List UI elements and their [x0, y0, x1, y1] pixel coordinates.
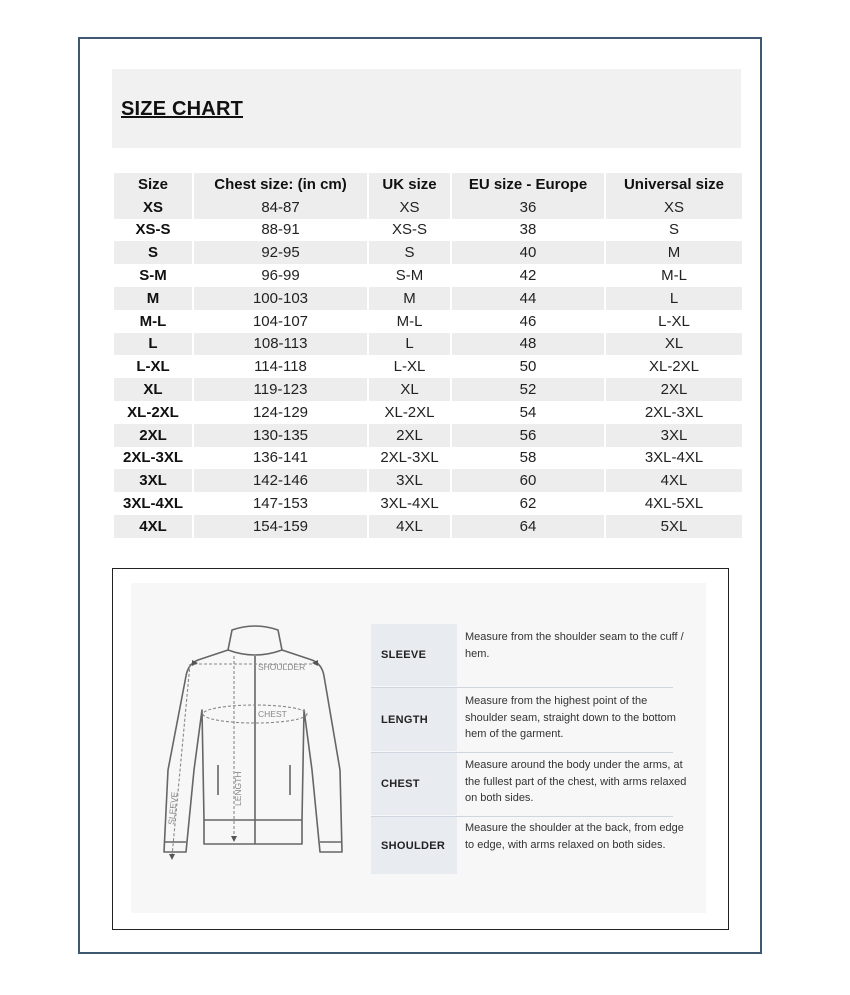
table-cell: 42	[451, 264, 605, 287]
desc-length: Measure from the highest point of the shoulder seam, straight down to the bottom hem of the garment.	[465, 695, 676, 740]
table-cell: 108-113	[193, 333, 368, 356]
table-cell: 2XL-3XL	[113, 447, 193, 470]
table-cell: 56	[451, 424, 605, 447]
table-row	[113, 241, 742, 264]
table-cell: 2XL	[605, 378, 742, 401]
table-row	[113, 264, 742, 287]
table-cell: 4XL-5XL	[605, 492, 742, 515]
term-length: LENGTH	[371, 688, 457, 751]
table-cell: S-M	[368, 264, 451, 287]
table-cell: M	[605, 241, 742, 264]
desc-sleeve: Measure from the shoulder seam to the cuff / hem.	[465, 631, 684, 660]
table-cell: M	[113, 287, 193, 310]
table-cell: 147-153	[193, 492, 368, 515]
table-cell: S	[605, 219, 742, 242]
table-cell: XL-2XL	[368, 401, 451, 424]
page-title: SIZE CHART	[121, 98, 243, 120]
table-cell: 3XL	[605, 424, 742, 447]
table-cell: 64	[451, 515, 605, 538]
table-cell: L	[113, 333, 193, 356]
table-cell: 100-103	[193, 287, 368, 310]
table-cell: XL-2XL	[605, 355, 742, 378]
jacket-label-chest: CHEST	[258, 709, 287, 719]
header-chest: Chest size: (in cm)	[193, 173, 368, 196]
table-cell: XL-2XL	[113, 401, 193, 424]
table-row	[113, 424, 742, 447]
header-universal: Universal size	[605, 173, 742, 196]
table-cell: 154-159	[193, 515, 368, 538]
table-cell: XL	[368, 378, 451, 401]
term-sleeve: SLEEVE	[371, 624, 457, 686]
table-row	[113, 196, 742, 219]
table-cell: XS-S	[368, 219, 451, 242]
table-cell: 2XL	[368, 424, 451, 447]
table-cell: 136-141	[193, 447, 368, 470]
table-cell: 3XL-4XL	[368, 492, 451, 515]
table-cell: 3XL-4XL	[605, 447, 742, 470]
term-chest: CHEST	[371, 753, 457, 815]
table-cell: 40	[451, 241, 605, 264]
table-cell: 96-99	[193, 264, 368, 287]
desc-shoulder: Measure the shoulder at the back, from edge to edge, with arms relaxed on both sides.	[465, 822, 684, 851]
table-cell: M-L	[605, 264, 742, 287]
header-eu: EU size - Europe	[451, 173, 605, 196]
table-cell: M-L	[368, 310, 451, 333]
table-cell: XL	[113, 378, 193, 401]
table-cell: L	[605, 287, 742, 310]
table-row	[113, 447, 742, 470]
table-cell: 130-135	[193, 424, 368, 447]
size-table	[112, 173, 742, 538]
table-cell: 114-118	[193, 355, 368, 378]
table-cell: 124-129	[193, 401, 368, 424]
table-row	[113, 333, 742, 356]
jacket-label-sleeve: SLEEVE	[166, 791, 180, 826]
table-row	[113, 401, 742, 424]
table-cell: 4XL	[113, 515, 193, 538]
jacket-label-shoulder: SHOULDER	[258, 662, 306, 672]
jacket-label-length: LENGTH	[233, 771, 243, 806]
table-row	[113, 287, 742, 310]
table-cell: XL	[605, 333, 742, 356]
table-cell: 92-95	[193, 241, 368, 264]
table-cell: 3XL	[368, 469, 451, 492]
table-row	[113, 492, 742, 515]
table-cell: L	[368, 333, 451, 356]
table-cell: L-XL	[368, 355, 451, 378]
table-cell: 142-146	[193, 469, 368, 492]
table-cell: 62	[451, 492, 605, 515]
table-cell: 4XL	[368, 515, 451, 538]
table-cell: 2XL	[113, 424, 193, 447]
jacket-illustration	[150, 620, 360, 870]
table-cell: XS	[113, 196, 193, 219]
table-row	[113, 515, 742, 538]
table-cell: 38	[451, 219, 605, 242]
table-cell: 52	[451, 378, 605, 401]
table-cell: 60	[451, 469, 605, 492]
table-cell: M-L	[113, 310, 193, 333]
table-cell: 2XL-3XL	[368, 447, 451, 470]
table-row	[113, 355, 742, 378]
table-cell: L-XL	[605, 310, 742, 333]
table-cell: XS	[605, 196, 742, 219]
table-header-row	[113, 173, 742, 196]
table-cell: 104-107	[193, 310, 368, 333]
table-cell: 84-87	[193, 196, 368, 219]
table-cell: M	[368, 287, 451, 310]
table-cell: 44	[451, 287, 605, 310]
table-cell: 36	[451, 196, 605, 219]
table-cell: 88-91	[193, 219, 368, 242]
table-cell: 50	[451, 355, 605, 378]
table-row	[113, 310, 742, 333]
header-size: Size	[113, 173, 193, 196]
table-cell: 48	[451, 333, 605, 356]
table-cell: 5XL	[605, 515, 742, 538]
table-cell: 46	[451, 310, 605, 333]
table-cell: S	[113, 241, 193, 264]
desc-chest: Measure around the body under the arms, at the fullest part of the chest, with arms relaxed on both sides.	[465, 759, 687, 804]
table-cell: XS	[368, 196, 451, 219]
term-shoulder: SHOULDER	[371, 817, 457, 874]
table-cell: 3XL	[113, 469, 193, 492]
table-cell: 54	[451, 401, 605, 424]
table-cell: S	[368, 241, 451, 264]
table-cell: S-M	[113, 264, 193, 287]
table-cell: 3XL-4XL	[113, 492, 193, 515]
table-row	[113, 378, 742, 401]
table-row	[113, 469, 742, 492]
table-cell: 2XL-3XL	[605, 401, 742, 424]
table-cell: XS-S	[113, 219, 193, 242]
header-uk: UK size	[368, 173, 451, 196]
table-cell: 119-123	[193, 378, 368, 401]
table-cell: 58	[451, 447, 605, 470]
table-cell: L-XL	[113, 355, 193, 378]
table-row	[113, 219, 742, 242]
table-cell: 4XL	[605, 469, 742, 492]
